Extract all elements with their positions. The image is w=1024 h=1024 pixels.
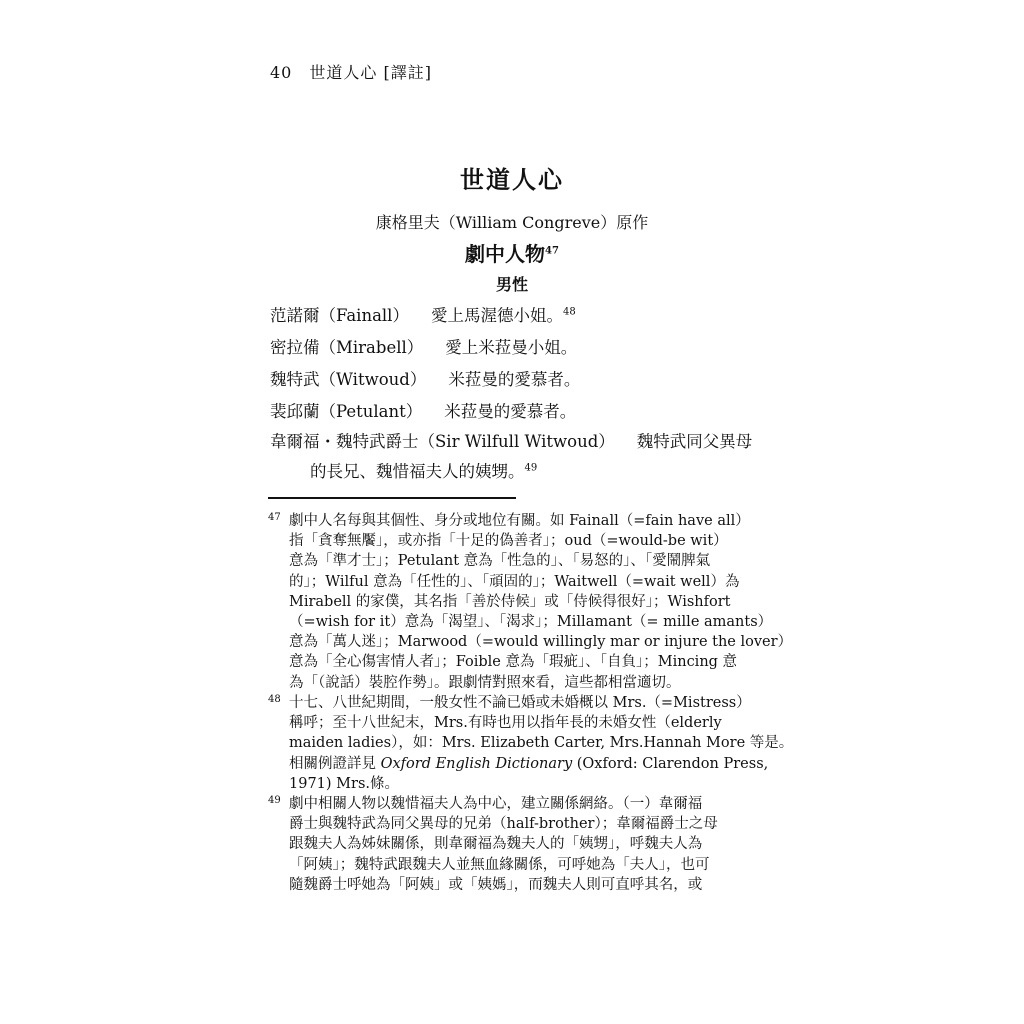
footnote-line: 1971) Mrs.條。 [289, 775, 399, 792]
character-description: 愛上米菈曼小姐。 [445, 338, 578, 357]
author-line: 康格里夫（William Congreve）原作 [375, 213, 649, 232]
footnote-text [289, 511, 793, 693]
character-description: 米菈曼的愛慕者。 [444, 402, 577, 421]
footnote-47 [268, 511, 793, 693]
footnote-italic-title: Oxford English Dictionary [380, 755, 573, 772]
character-name: 裴邱蘭（Petulant） [270, 402, 423, 421]
footnote-line: 意為「準才士」；Petulant 意為「性急的」、「易怒的」、「愛鬧脾氣 [289, 553, 711, 570]
footnote-line: 相關例證詳見 Oxford English Dictionary (Oxford: Clarendon Press, [289, 755, 769, 772]
footnote-line: 意為「萬人迷」；Marwood（=would willingly mar or injure the lover） [289, 634, 793, 651]
character-name: 魏特武（Witwoud） [270, 370, 427, 389]
footnote-line: 劇中相關人物以魏惜福夫人為中心，建立關係網絡。（一）韋爾福 [289, 796, 703, 812]
footnote-line: 劇中人名每與其個性、身分或地位有關。如 Fainall（=fain have all） [289, 513, 750, 529]
footnote-line: Mirabell 的家僕，其名指「善於侍候」或「侍候得很好」；Wishfort [289, 593, 731, 610]
character-description: 魏特武同父異母 [636, 432, 753, 451]
footnote-ref-47: 47 [545, 245, 559, 257]
character-entry [270, 428, 752, 452]
footnote-line: 爵士與魏特武為同父異母的兄弟（half-brother）；韋爾福爵士之母 [289, 816, 718, 833]
character-entry-continuation [310, 458, 537, 482]
footnote-line: 跟魏夫人為姊妹關係，則韋爾福為魏夫人的「姨甥」，呼魏夫人為 [289, 836, 703, 853]
characters-heading [0, 238, 1024, 267]
character-description: 愛上馬渥德小姐。 [430, 306, 563, 325]
footnote-ref-49: 49 [524, 462, 538, 474]
character-name: 密拉備（Mirabell） [270, 338, 424, 357]
footnote-48 [268, 693, 794, 794]
character-name: 韋爾福・魏特武爵士（Sir Wilfull Witwoud） [270, 432, 615, 451]
footnote-line: 意為「全心傷害情人者」；Foible 意為「瑕疵」、「自負」；Mincing 意 [289, 654, 738, 671]
footnote-line: 為「（說話）裝腔作勢」。跟劇情對照來看，這些都相當適切。 [289, 674, 681, 691]
character-entry [270, 398, 576, 422]
character-entry [270, 334, 577, 358]
characters-heading-text: 劇中人物 [465, 242, 546, 266]
footnote-number: 49 [268, 795, 281, 806]
footnote-text [289, 794, 786, 895]
character-description-continued: 的長兄、魏惜福夫人的姨甥。 [310, 462, 525, 481]
character-entry [270, 302, 576, 326]
footnote-number: 47 [268, 512, 281, 523]
footnote-49 [268, 794, 786, 895]
footnote-ref-48: 48 [562, 306, 576, 318]
footnote-line: maiden ladies），如：Mrs. Elizabeth Carter, Mrs.Hannah More 等是。 [289, 735, 794, 752]
footnote-line: （=wish for it）意為「渴望」、「渴求」；Millamant（= mille amants） [289, 614, 773, 631]
footnote-separator [268, 497, 516, 499]
character-description: 米菈曼的愛慕者。 [448, 370, 581, 389]
footnote-line: 指「貪奪無饜」，或亦指「十足的偽善者」；oud（=would-be wit） [289, 533, 728, 550]
footnote-line: 的」；Wilful 意為「任性的」、「頑固的」；Waitwell（=wait well）為 [289, 573, 740, 590]
character-entry [270, 366, 580, 390]
play-title: 世道人心 [460, 165, 564, 194]
character-name: 范諾爾（Fainall） [270, 306, 409, 325]
footnote-text [289, 693, 794, 794]
footnote-line: 十七、八世紀期間，一般女性不論已婚或未婚概以 Mrs.（=Mistress） [289, 695, 751, 711]
footnote-line: 「阿姨」；魏特武跟魏夫人並無血緣關係，可呼她為「夫人」，也可 [289, 856, 710, 873]
footnote-line: 稱呼；至十八世紀末，Mrs.有時也用以指年長的未婚女性（elderly [289, 715, 722, 732]
section-heading-male: 男性 [495, 275, 528, 294]
footnote-line: 隨魏爵士呼她為「阿姨」或「姨媽」，而魏夫人則可直呼其名，或 [289, 876, 703, 893]
running-head: 40 世道人心 [譯註] [270, 63, 432, 82]
footnote-number: 48 [268, 694, 281, 705]
